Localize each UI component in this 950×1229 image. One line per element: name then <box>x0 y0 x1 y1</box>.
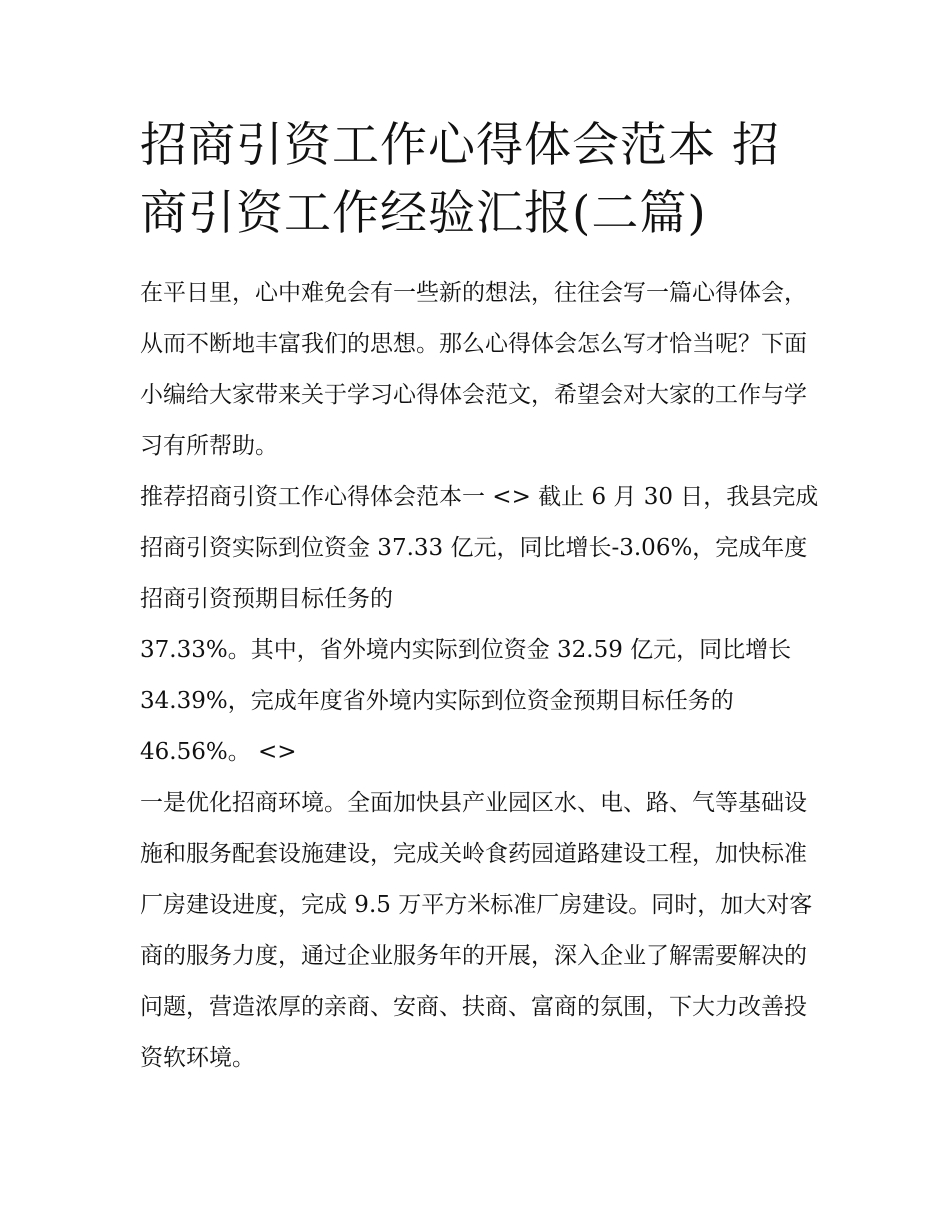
document-title: 招商引资工作心得体会范本 招商引资工作经验汇报(二篇) <box>140 118 780 241</box>
paragraph-summary: 推荐招商引资工作心得体会范本一 <> 截止 6 月 30 日，我县完成招商引资实际到位资金 37.33 亿元，同比增长-3.06%，完成年度招商引资预期目标任务的 <box>140 484 819 612</box>
paragraph-statistics: 37.33%。其中，省外境内实际到位资金 32.59 亿元，同比增长 34.39%，完成年度省外境内实际到位资金预期目标任务的 46.56%。 <> <box>140 637 792 765</box>
document-body <box>140 112 820 1084</box>
paragraph-environment: 一是优化招商环境。全面加快县产业园区水、电、路、气等基础设施和服务配套设施建设，完成关岭食药园道路建设工程，加快标准厂房建设进度，完成 9.5 万平方米标准厂房建设。同时，加大对客商的服务力度，通过企业服务年的开展，深入企业了解需要解决的问题，营造浓厚的亲商、安商、扶商、富商的氛围，下大力改善投资软环境。 <box>140 790 813 1071</box>
paragraph-intro: 在平日里，心中难免会有一些新的想法，往往会写一篇心得体会，从而不断地丰富我们的思想。那么心得体会怎么写才恰当呢？下面小编给大家带来关于学习心得体会范文，希望会对大家的工作与学习有所帮助。 <box>140 280 807 459</box>
